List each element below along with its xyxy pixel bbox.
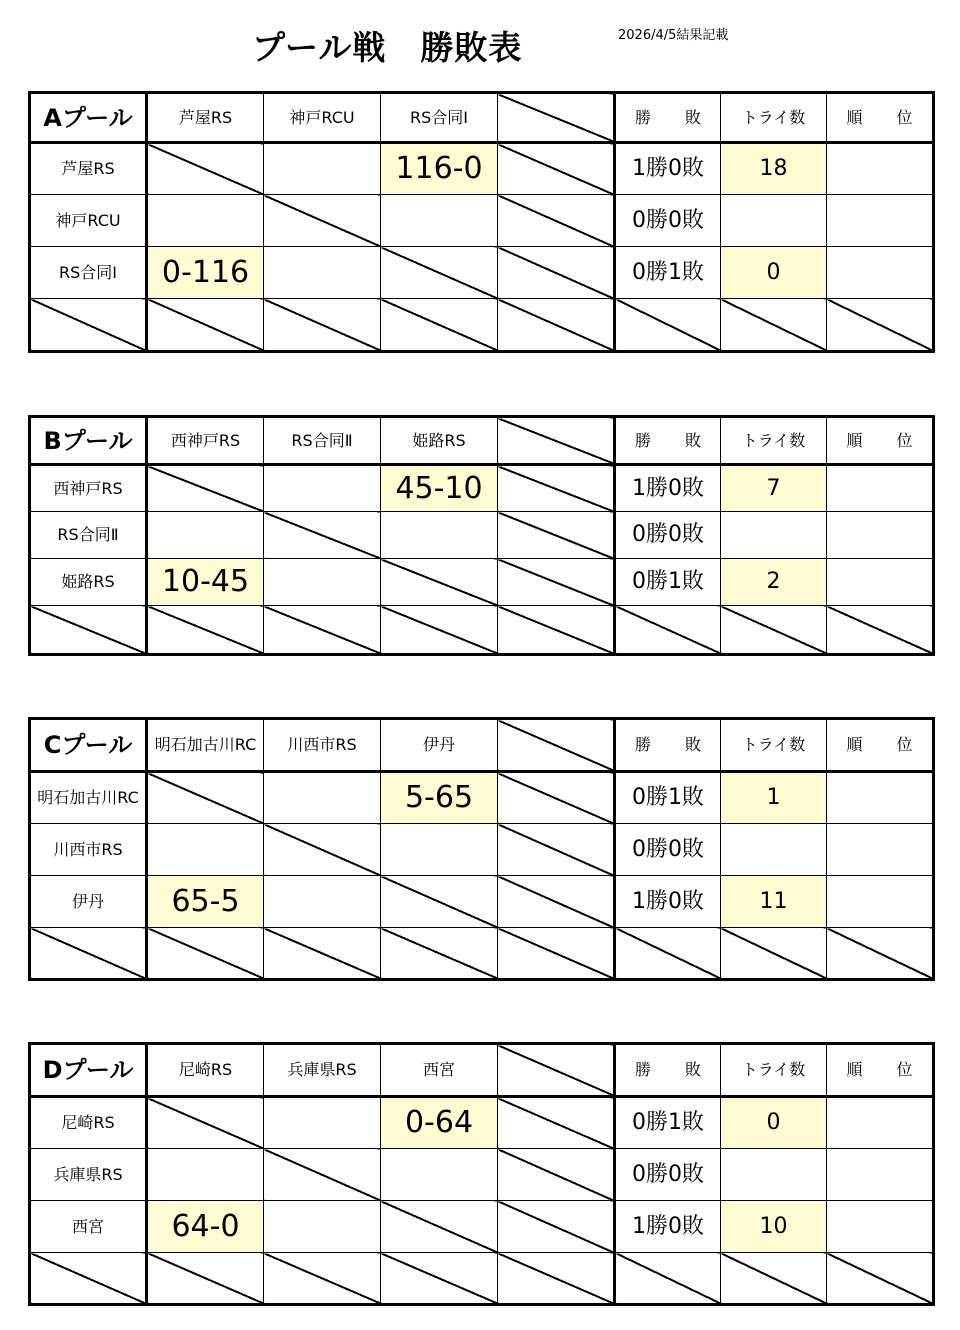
pool-header-row bbox=[30, 417, 934, 465]
table-row bbox=[30, 512, 934, 559]
unused-cell bbox=[147, 606, 264, 655]
tries-header: トライ数 bbox=[721, 1044, 827, 1097]
unused-cell bbox=[498, 465, 615, 512]
column-team-name: 芦屋RS bbox=[147, 93, 264, 143]
rank-cell bbox=[827, 247, 934, 299]
tries-header: トライ数 bbox=[721, 417, 827, 465]
win-loss-cell: 0勝0敗 bbox=[615, 824, 721, 876]
score-cell: 0-116 bbox=[147, 247, 264, 299]
row-team-name: 川西市RS bbox=[30, 824, 147, 876]
unused-cell bbox=[827, 928, 934, 980]
rank-cell bbox=[827, 824, 934, 876]
unused-cell bbox=[498, 512, 615, 559]
rank-cell bbox=[827, 195, 934, 247]
rank-header bbox=[827, 93, 934, 143]
table-row bbox=[30, 1149, 934, 1201]
rank-cell bbox=[827, 465, 934, 512]
unused-header-cell bbox=[498, 719, 615, 772]
unused-cell bbox=[147, 299, 264, 352]
win-loss-cell: 0勝0敗 bbox=[615, 1149, 721, 1201]
rank-cell bbox=[827, 143, 934, 195]
rank-label-1: 順 bbox=[846, 430, 863, 450]
unused-cell bbox=[264, 606, 381, 655]
column-team-name: 神戸RCU bbox=[264, 93, 381, 143]
unused-cell bbox=[498, 247, 615, 299]
table-row bbox=[30, 559, 934, 606]
self-match-cell bbox=[147, 1097, 264, 1149]
table-row bbox=[30, 143, 934, 195]
row-team-name: 兵庫県RS bbox=[30, 1149, 147, 1201]
loss-label: 敗 bbox=[685, 1060, 702, 1079]
unused-cell bbox=[264, 1253, 381, 1305]
tries-header: トライ数 bbox=[721, 719, 827, 772]
score-cell: 0-64 bbox=[381, 1097, 498, 1149]
unused-cell bbox=[381, 299, 498, 352]
row-team-name: RS合同Ⅱ bbox=[30, 512, 147, 559]
pool-header-row bbox=[30, 1044, 934, 1097]
unused-cell bbox=[498, 876, 615, 928]
row-team-name: 明石加古川RC bbox=[30, 772, 147, 824]
unused-cell bbox=[615, 928, 721, 980]
score-cell bbox=[147, 1149, 264, 1201]
row-team-name: 芦屋RS bbox=[30, 143, 147, 195]
column-team-name: 兵庫県RS bbox=[264, 1044, 381, 1097]
table-row bbox=[30, 1201, 934, 1253]
win-loss-cell: 0勝0敗 bbox=[615, 195, 721, 247]
tries-cell bbox=[721, 1149, 827, 1201]
tries-cell: 10 bbox=[721, 1201, 827, 1253]
rank-cell bbox=[827, 772, 934, 824]
unused-row bbox=[30, 606, 934, 655]
unused-cell bbox=[498, 1149, 615, 1201]
unused-header-cell bbox=[498, 93, 615, 143]
score-cell bbox=[264, 559, 381, 606]
unused-cell bbox=[498, 1253, 615, 1305]
rank-cell bbox=[827, 1149, 934, 1201]
score-cell bbox=[381, 824, 498, 876]
unused-cell bbox=[498, 772, 615, 824]
rank-label-1: 順 bbox=[846, 1060, 863, 1079]
rank-cell bbox=[827, 559, 934, 606]
pool-table bbox=[28, 1042, 935, 1306]
rank-header bbox=[827, 1044, 934, 1097]
win-label: 勝 bbox=[634, 430, 651, 450]
win-loss-cell: 0勝0敗 bbox=[615, 512, 721, 559]
row-team-name: 尼崎RS bbox=[30, 1097, 147, 1149]
results-date: 2026/4/5結果記載 bbox=[618, 28, 729, 43]
unused-cell bbox=[30, 606, 147, 655]
unused-cell bbox=[827, 606, 934, 655]
rank-header bbox=[827, 719, 934, 772]
rank-label-2: 位 bbox=[896, 430, 913, 450]
score-cell bbox=[147, 195, 264, 247]
unused-cell bbox=[827, 1253, 934, 1305]
score-cell: 65-5 bbox=[147, 876, 264, 928]
win-loss-cell: 0勝1敗 bbox=[615, 559, 721, 606]
row-team-name: 西宮 bbox=[30, 1201, 147, 1253]
unused-cell bbox=[264, 299, 381, 352]
unused-cell bbox=[498, 559, 615, 606]
row-team-name: RS合同Ⅰ bbox=[30, 247, 147, 299]
loss-label: 敗 bbox=[685, 735, 702, 754]
pool-name: Bプール bbox=[30, 417, 147, 465]
pool-name: Aプール bbox=[30, 93, 147, 143]
unused-cell bbox=[30, 299, 147, 352]
unused-cell bbox=[615, 1253, 721, 1305]
unused-cell bbox=[498, 824, 615, 876]
column-team-name: 姫路RS bbox=[381, 417, 498, 465]
tries-header: トライ数 bbox=[721, 93, 827, 143]
rank-cell bbox=[827, 1201, 934, 1253]
win-loss-header bbox=[615, 417, 721, 465]
unused-cell bbox=[721, 606, 827, 655]
page-title: プール戦 勝敗表 bbox=[252, 28, 523, 67]
pool-table bbox=[28, 415, 935, 656]
win-loss-cell: 1勝0敗 bbox=[615, 1201, 721, 1253]
win-loss-cell: 1勝0敗 bbox=[615, 143, 721, 195]
unused-cell bbox=[147, 1253, 264, 1305]
column-team-name: 明石加古川RC bbox=[147, 719, 264, 772]
score-cell bbox=[264, 1201, 381, 1253]
unused-cell bbox=[381, 606, 498, 655]
unused-cell bbox=[615, 606, 721, 655]
tries-cell: 1 bbox=[721, 772, 827, 824]
self-match-cell bbox=[381, 247, 498, 299]
column-team-name: 西神戸RS bbox=[147, 417, 264, 465]
unused-cell bbox=[498, 606, 615, 655]
unused-header-cell bbox=[498, 417, 615, 465]
tries-cell: 7 bbox=[721, 465, 827, 512]
score-cell bbox=[147, 512, 264, 559]
score-cell bbox=[264, 876, 381, 928]
score-cell bbox=[264, 772, 381, 824]
unused-cell bbox=[381, 928, 498, 980]
score-cell bbox=[147, 824, 264, 876]
score-cell bbox=[264, 1097, 381, 1149]
table-row bbox=[30, 247, 934, 299]
score-cell bbox=[381, 512, 498, 559]
pool-header-row bbox=[30, 93, 934, 143]
win-loss-cell: 0勝1敗 bbox=[615, 1097, 721, 1149]
row-team-name: 姫路RS bbox=[30, 559, 147, 606]
score-cell bbox=[264, 465, 381, 512]
table-row bbox=[30, 465, 934, 512]
unused-cell bbox=[498, 299, 615, 352]
tries-cell: 0 bbox=[721, 247, 827, 299]
unused-cell bbox=[381, 1253, 498, 1305]
score-cell: 116-0 bbox=[381, 143, 498, 195]
loss-label: 敗 bbox=[685, 107, 702, 127]
self-match-cell bbox=[381, 876, 498, 928]
table-row bbox=[30, 772, 934, 824]
loss-label: 敗 bbox=[685, 430, 702, 450]
tries-cell: 0 bbox=[721, 1097, 827, 1149]
rank-label-2: 位 bbox=[896, 107, 913, 127]
column-team-name: 伊丹 bbox=[381, 719, 498, 772]
win-loss-cell: 0勝1敗 bbox=[615, 772, 721, 824]
pool-header-row bbox=[30, 719, 934, 772]
win-loss-cell: 0勝1敗 bbox=[615, 247, 721, 299]
row-team-name: 神戸RCU bbox=[30, 195, 147, 247]
pool-name: Dプール bbox=[30, 1044, 147, 1097]
column-team-name: RS合同Ⅱ bbox=[264, 417, 381, 465]
pool-table bbox=[28, 91, 935, 353]
score-cell bbox=[381, 195, 498, 247]
score-cell bbox=[264, 247, 381, 299]
table-row bbox=[30, 1097, 934, 1149]
self-match-cell bbox=[147, 465, 264, 512]
self-match-cell bbox=[381, 559, 498, 606]
unused-cell bbox=[498, 1097, 615, 1149]
win-loss-cell: 1勝0敗 bbox=[615, 876, 721, 928]
rank-cell bbox=[827, 1097, 934, 1149]
unused-cell bbox=[615, 299, 721, 352]
self-match-cell bbox=[264, 195, 381, 247]
column-team-name: 尼崎RS bbox=[147, 1044, 264, 1097]
self-match-cell bbox=[264, 824, 381, 876]
table-row bbox=[30, 195, 934, 247]
unused-cell bbox=[721, 1253, 827, 1305]
score-cell: 5-65 bbox=[381, 772, 498, 824]
unused-cell bbox=[264, 928, 381, 980]
tries-cell: 2 bbox=[721, 559, 827, 606]
score-cell: 10-45 bbox=[147, 559, 264, 606]
tries-cell bbox=[721, 195, 827, 247]
win-loss-header bbox=[615, 1044, 721, 1097]
table-row bbox=[30, 876, 934, 928]
self-match-cell bbox=[264, 512, 381, 559]
win-label: 勝 bbox=[634, 735, 651, 754]
table-row bbox=[30, 824, 934, 876]
rank-label-1: 順 bbox=[846, 735, 863, 754]
score-cell: 45-10 bbox=[381, 465, 498, 512]
column-team-name: 西宮 bbox=[381, 1044, 498, 1097]
tries-cell: 18 bbox=[721, 143, 827, 195]
column-team-name: RS合同Ⅰ bbox=[381, 93, 498, 143]
tries-cell bbox=[721, 512, 827, 559]
win-label: 勝 bbox=[634, 107, 651, 127]
row-team-name: 伊丹 bbox=[30, 876, 147, 928]
self-match-cell bbox=[381, 1201, 498, 1253]
unused-cell bbox=[498, 143, 615, 195]
unused-cell bbox=[30, 1253, 147, 1305]
unused-header-cell bbox=[498, 1044, 615, 1097]
self-match-cell bbox=[264, 1149, 381, 1201]
unused-cell bbox=[827, 299, 934, 352]
pool-name: Cプール bbox=[30, 719, 147, 772]
unused-row bbox=[30, 1253, 934, 1305]
win-label: 勝 bbox=[634, 1060, 651, 1079]
pool-table bbox=[28, 717, 935, 981]
score-cell bbox=[381, 1149, 498, 1201]
column-team-name: 川西市RS bbox=[264, 719, 381, 772]
unused-cell bbox=[721, 928, 827, 980]
rank-cell bbox=[827, 876, 934, 928]
unused-cell bbox=[498, 928, 615, 980]
unused-cell bbox=[498, 195, 615, 247]
unused-cell bbox=[30, 928, 147, 980]
win-loss-cell: 1勝0敗 bbox=[615, 465, 721, 512]
win-loss-header bbox=[615, 719, 721, 772]
rank-label-2: 位 bbox=[896, 735, 913, 754]
row-team-name: 西神戸RS bbox=[30, 465, 147, 512]
unused-row bbox=[30, 928, 934, 980]
score-cell: 64-0 bbox=[147, 1201, 264, 1253]
unused-row bbox=[30, 299, 934, 352]
win-loss-header bbox=[615, 93, 721, 143]
rank-label-2: 位 bbox=[896, 1060, 913, 1079]
tries-cell: 11 bbox=[721, 876, 827, 928]
unused-cell bbox=[147, 928, 264, 980]
score-cell bbox=[264, 143, 381, 195]
rank-header bbox=[827, 417, 934, 465]
unused-cell bbox=[721, 299, 827, 352]
self-match-cell bbox=[147, 143, 264, 195]
self-match-cell bbox=[147, 772, 264, 824]
rank-label-1: 順 bbox=[846, 107, 863, 127]
rank-cell bbox=[827, 512, 934, 559]
unused-cell bbox=[498, 1201, 615, 1253]
tries-cell bbox=[721, 824, 827, 876]
